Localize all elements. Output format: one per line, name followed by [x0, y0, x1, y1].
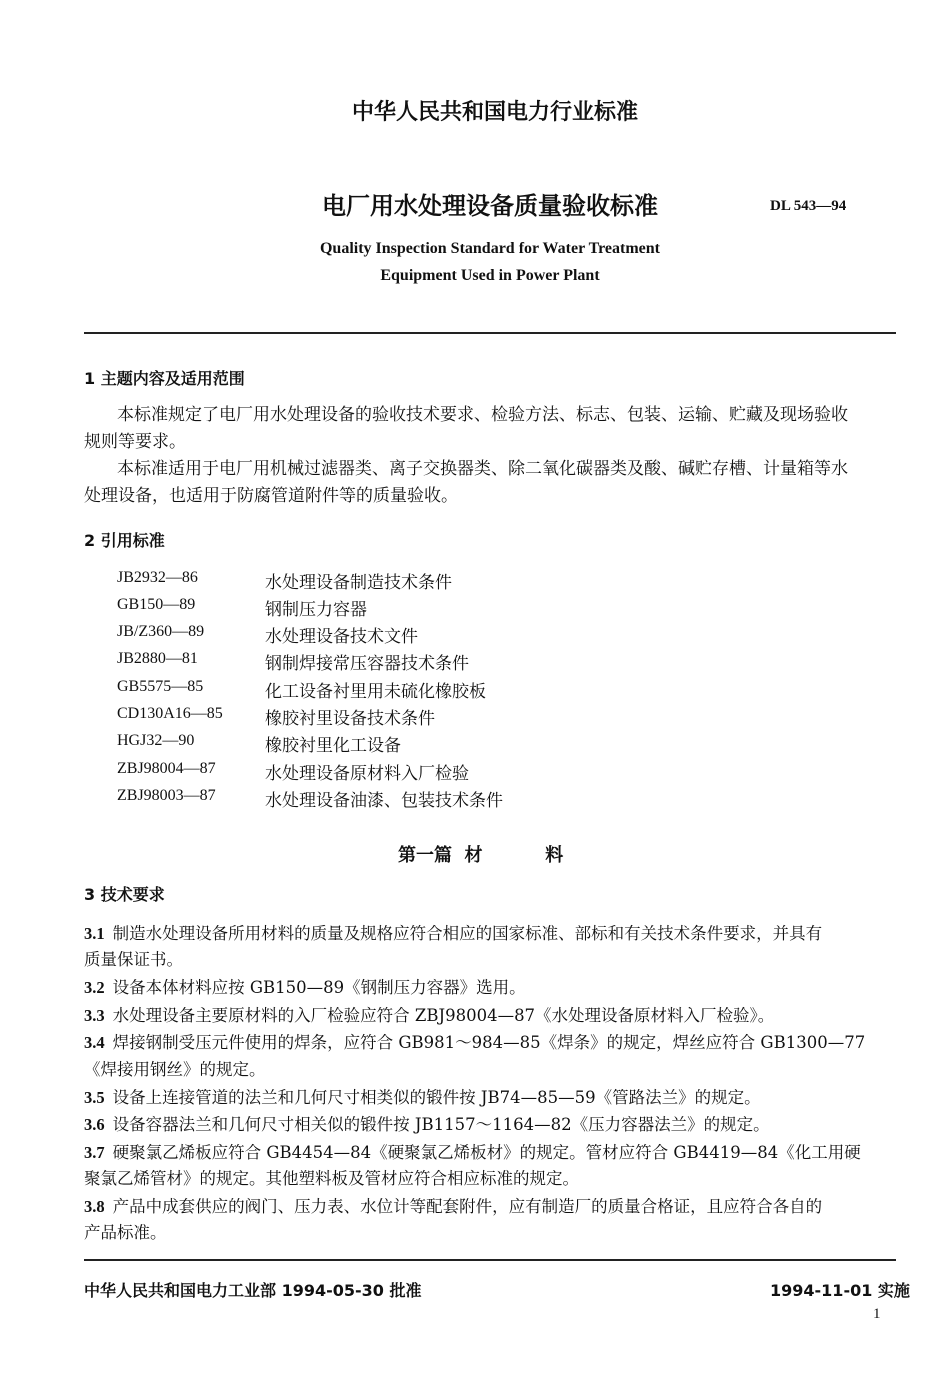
section1-heading: 1 主题内容及适用范围 [84, 369, 245, 388]
page-number: 1 [873, 1306, 881, 1322]
clause-3-7-line2: 聚氯乙烯管材》的规定。其他塑料板及管材应符合相应标准的规定。 [84, 1169, 579, 1188]
ref-title: 化工设备衬里用未硫化橡胶板 [265, 682, 486, 702]
clause-3-8 [84, 1193, 896, 1220]
org-standard-title: 中华人民共和国电力行业标准 [351, 100, 638, 125]
ref-code: GB5575—85 [117, 678, 204, 695]
document-title: 电厂用水处理设备质量验收标准 [322, 192, 658, 220]
clause-3-4-line2: 《焊接用钢丝》的规定。 [84, 1060, 266, 1079]
ref-code: JB/Z360—89 [117, 623, 205, 640]
clause-text: 制造水处理设备所用材料的质量及规格应符合相应的国家标准、部标和有关技术条件要求，并具有 [112, 924, 823, 943]
ref-title: 橡胶衬里设备技术条件 [265, 709, 435, 729]
ref-code: ZBJ98003—87 [117, 787, 216, 804]
clause-number: 3.2 [84, 978, 105, 997]
clause-3-8-line2: 产品标准。 [84, 1223, 167, 1242]
clause-text: 焊接钢制受压元件使用的焊条，应符合 GB981～984—85《焊条》的规定，焊丝应符合 GB1300—77 [112, 1033, 866, 1052]
ref-code: ZBJ98004—87 [117, 760, 216, 777]
clause-text: 硬聚氯乙烯板应符合 GB4454—84《硬聚氯乙烯板材》的规定。管材应符合 GB4419—84《化工用硬 [112, 1143, 861, 1162]
ref-title: 水处理设备油漆、包装技术条件 [265, 791, 503, 811]
section1-para1-line1: 本标准规定了电厂用水处理设备的验收技术要求、检验方法、标志、包装、运输、贮藏及现场验收 [117, 405, 848, 425]
section1-para1-line2: 规则等要求。 [84, 432, 186, 452]
section3-heading: 3 技术要求 [84, 885, 165, 904]
clause-3-5 [84, 1084, 896, 1111]
clause-text: 水处理设备主要原材料的入厂检验应符合 ZBJ98004—87《水处理设备原材料入厂检验》。 [112, 1006, 775, 1025]
ref-title: 钢制焊接常压容器技术条件 [265, 654, 469, 674]
ref-code: CD130A16—85 [117, 705, 223, 722]
clause-number: 3.4 [84, 1033, 105, 1052]
clause-number: 3.1 [84, 924, 105, 943]
clause-number: 3.3 [84, 1006, 105, 1025]
ref-title: 水处理设备原材料入厂检验 [265, 764, 469, 784]
english-title-line2: Equipment Used in Power Plant [380, 267, 600, 284]
standard-code: DL 543—94 [770, 198, 847, 214]
ref-title: 水处理设备技术文件 [265, 627, 418, 647]
ref-code: JB2932—86 [117, 569, 198, 586]
clause-number: 3.6 [84, 1115, 105, 1134]
clause-3-3 [84, 1002, 896, 1029]
clause-number: 3.7 [84, 1143, 105, 1162]
ref-title: 钢制压力容器 [265, 600, 367, 620]
section2-heading: 2 引用标准 [84, 531, 165, 550]
clause-3-4 [84, 1029, 896, 1056]
clause-3-1-line2: 质量保证书。 [84, 950, 183, 969]
clause-number: 3.5 [84, 1088, 105, 1107]
ref-title: 水处理设备制造技术条件 [265, 573, 452, 593]
ref-code: GB150—89 [117, 596, 196, 613]
clause-3-7 [84, 1139, 896, 1166]
clause-text: 产品中成套供应的阀门、压力表、水位计等配套附件，应有制造厂的质量合格证，且应符合各自的 [112, 1197, 823, 1216]
section1-para2-line2: 处理设备，也适用于防腐管道附件等的质量验收。 [84, 486, 458, 506]
effective-date: 1994-11-01 实施 [770, 1281, 910, 1300]
header-divider [84, 332, 896, 334]
english-title-line1: Quality Inspection Standard for Water Treatment [319, 240, 660, 257]
section1-para2-line1: 本标准适用于电厂用机械过滤器类、离子交换器类、除二氧化碳器类及酸、碱贮存槽、计量箱等水 [117, 459, 848, 479]
clause-3-6 [84, 1111, 896, 1138]
approval-line: 中华人民共和国电力工业部 1994-05-30 批准 [84, 1281, 422, 1300]
clause-3-1 [84, 920, 896, 947]
clause-text: 设备容器法兰和几何尺寸相关似的锻件按 JB1157～1164—82《压力容器法兰》的规定。 [112, 1115, 770, 1134]
ref-title: 橡胶衬里化工设备 [265, 736, 401, 756]
clause-text: 设备上连接管道的法兰和几何尺寸相类似的锻件按 JB74—85—59《管路法兰》的规定。 [112, 1088, 761, 1107]
footer-divider [84, 1259, 896, 1261]
clause-3-2 [84, 974, 896, 1001]
ref-code: JB2880—81 [117, 650, 198, 667]
ref-code: HGJ32—90 [117, 732, 195, 749]
clause-text: 设备本体材料应按 GB150—89《钢制压力容器》选用。 [112, 978, 526, 997]
clause-number: 3.8 [84, 1197, 105, 1216]
part-title: 第一篇 材 料 [398, 845, 564, 866]
